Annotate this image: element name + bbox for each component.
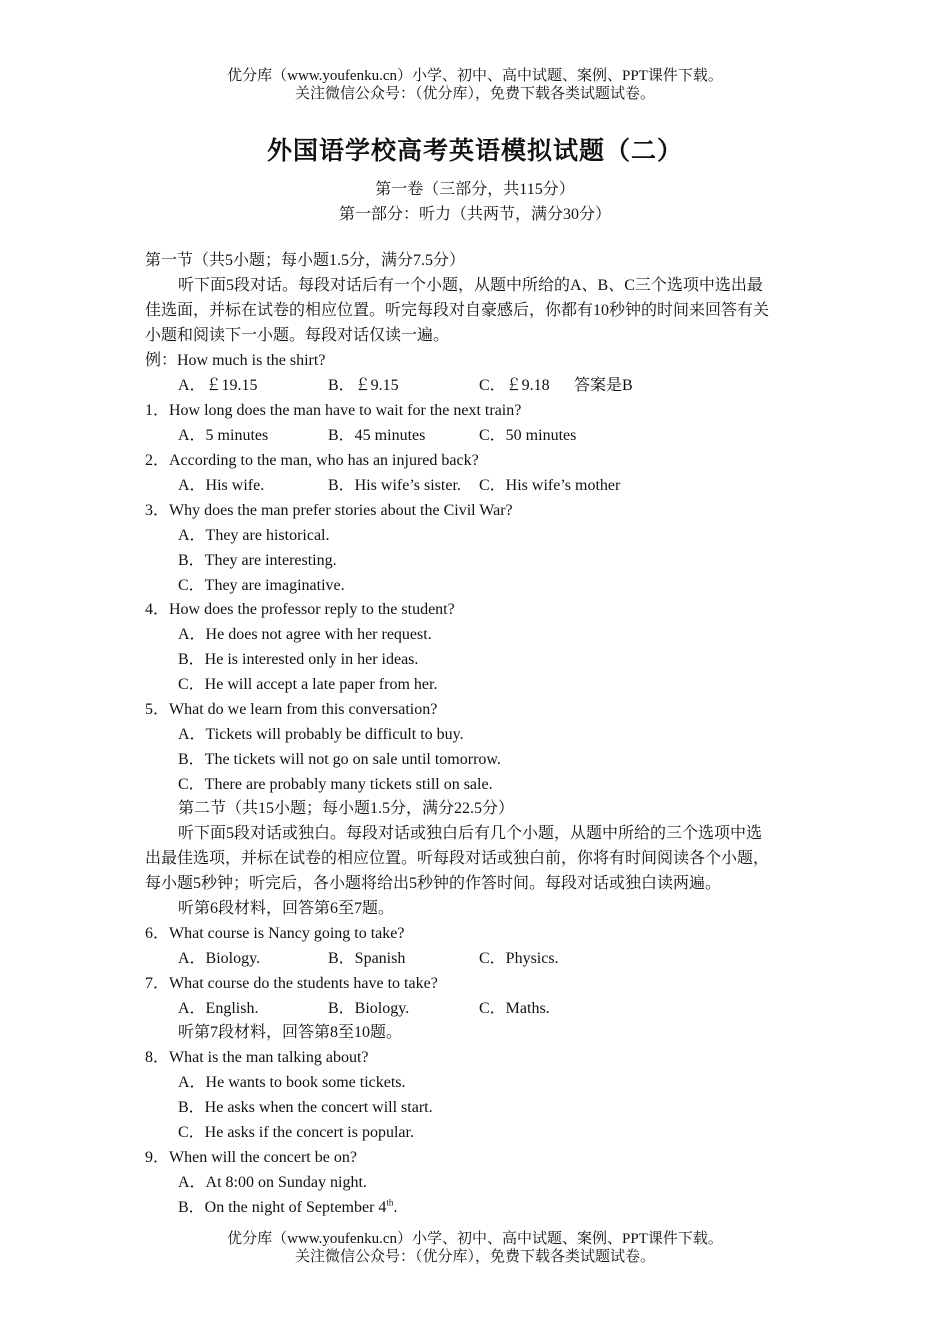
q7-option-b: B．Biology. [328, 1000, 410, 1017]
header-line-1: 优分库（www.youfenku.cn）小学、初中、高中试题、案例、PPT课件下载。 [227, 68, 723, 84]
header-line-2: 关注微信公众号：（优分库），免费下载各类试题试卷。 [294, 86, 655, 102]
question-4: 4．How does the professor reply to the student? [145, 601, 455, 618]
q9-option-b-end: . [393, 1199, 398, 1216]
question-3: 3．Why does the man prefer stories about the Civil War? [145, 502, 513, 519]
q7-option-a: A．English. [178, 1000, 259, 1017]
q9-option-b [178, 1198, 397, 1218]
q5-option-b: B．The tickets will not go on sale until tomorrow. [178, 751, 501, 768]
question-7: 7．What course do the students have to take? [145, 975, 438, 992]
q2-option-c: C．His wife’s mother [479, 477, 621, 494]
q9-option-b-superscript: th [386, 1197, 394, 1208]
question-9: 9．When will the concert be on? [145, 1149, 357, 1166]
q8-option-b: B．He asks when the concert will start. [178, 1099, 433, 1116]
section1-instruction: 小题和阅读下一小题。每段对话仅读一遍。 [145, 327, 450, 344]
q7-option-c: C．Maths. [479, 1000, 550, 1017]
example-option-a: A．￡19.15 [178, 377, 258, 394]
question-2: 2．According to the man, who has an injured back? [145, 452, 479, 469]
footer-line-1: 优分库（www.youfenku.cn）小学、初中、高中试题、案例、PPT课件下载。 [227, 1231, 723, 1247]
q8-option-c: C．He asks if the concert is popular. [178, 1124, 414, 1141]
q5-option-a: A．Tickets will probably be difficult to buy. [178, 726, 464, 743]
q2-option-b: B．His wife’s sister. [328, 477, 461, 494]
section2-instruction: 出最佳选项，并标在试卷的相应位置。听每段对话或独白前，你将有时间阅读各个小题， [145, 850, 770, 867]
q3-option-c: C．They are imaginative. [178, 577, 345, 594]
example-option-c: C．￡9.18 [479, 377, 550, 394]
q9-option-a: A．At 8:00 on Sunday night. [178, 1174, 367, 1191]
question-6: 6．What course is Nancy going to take? [145, 925, 405, 942]
q6-option-b: B．Spanish [328, 950, 406, 967]
material-6-note: 听第6段材料，回答第6至7题。 [178, 900, 395, 917]
section2-instruction: 听下面5段对话或独白。每段对话或独白后有几个小题，从题中所给的三个选项中选 [178, 825, 763, 842]
subtitle-volume: 第一卷（三部分，共115分） [375, 181, 575, 198]
q5-option-c: C．There are probably many tickets still on sale. [178, 776, 493, 793]
section1-instruction: 听下面5段对话。每段对话后有一个小题，从题中所给的A、B、C三个选项中选出最 [178, 277, 763, 294]
example-option-b: B．￡9.15 [328, 377, 399, 394]
q2-option-a: A．His wife. [178, 477, 265, 494]
example-question: 例：How much is the shirt? [145, 352, 326, 369]
q6-option-c: C．Physics. [479, 950, 559, 967]
q4-option-c: C．He will accept a late paper from her. [178, 676, 438, 693]
q3-option-a: A．They are historical. [178, 527, 330, 544]
q6-option-a: A．Biology. [178, 950, 261, 967]
page-title: 外国语学校高考英语模拟试题（二） [266, 138, 683, 165]
question-8: 8．What is the man talking about? [145, 1049, 369, 1066]
subtitle-part: 第一部分：听力（共两节，满分30分） [338, 206, 611, 223]
example-answer: 答案是B [574, 377, 633, 394]
q1-option-a: A．5 minutes [178, 427, 269, 444]
footer-line-2: 关注微信公众号：（优分库），免费下载各类试题试卷。 [294, 1249, 655, 1265]
q8-option-a: A．He wants to book some tickets. [178, 1074, 406, 1091]
page-footer [0, 1230, 950, 1266]
question-1: 1．How long does the man have to wait for the next train? [145, 402, 522, 419]
section2-instruction: 每小题5秒钟；听完后，各小题将给出5秒钟的作答时间。每段对话或独白读两遍。 [145, 875, 722, 892]
q9-option-b-text: B．On the night of September 4 [178, 1199, 387, 1216]
q1-option-b: B．45 minutes [328, 427, 426, 444]
section2-heading: 第二节（共15小题；每小题1.5分，满分22.5分） [178, 800, 515, 817]
section1-heading: 第一节（共5小题；每小题1.5分，满分7.5分） [145, 252, 466, 269]
q1-option-c: C．50 minutes [479, 427, 577, 444]
page-header [0, 67, 950, 103]
material-7-note: 听第7段材料，回答第8至10题。 [178, 1024, 403, 1041]
q3-option-b: B．They are interesting. [178, 552, 337, 569]
q4-option-a: A．He does not agree with her request. [178, 626, 432, 643]
q4-option-b: B．He is interested only in her ideas. [178, 651, 419, 668]
section1-instruction: 佳选面，并标在试卷的相应位置。听完每段对自豪感后，你都有10秒钟的时间来回答有关 [145, 302, 770, 319]
question-5: 5．What do we learn from this conversation? [145, 701, 438, 718]
